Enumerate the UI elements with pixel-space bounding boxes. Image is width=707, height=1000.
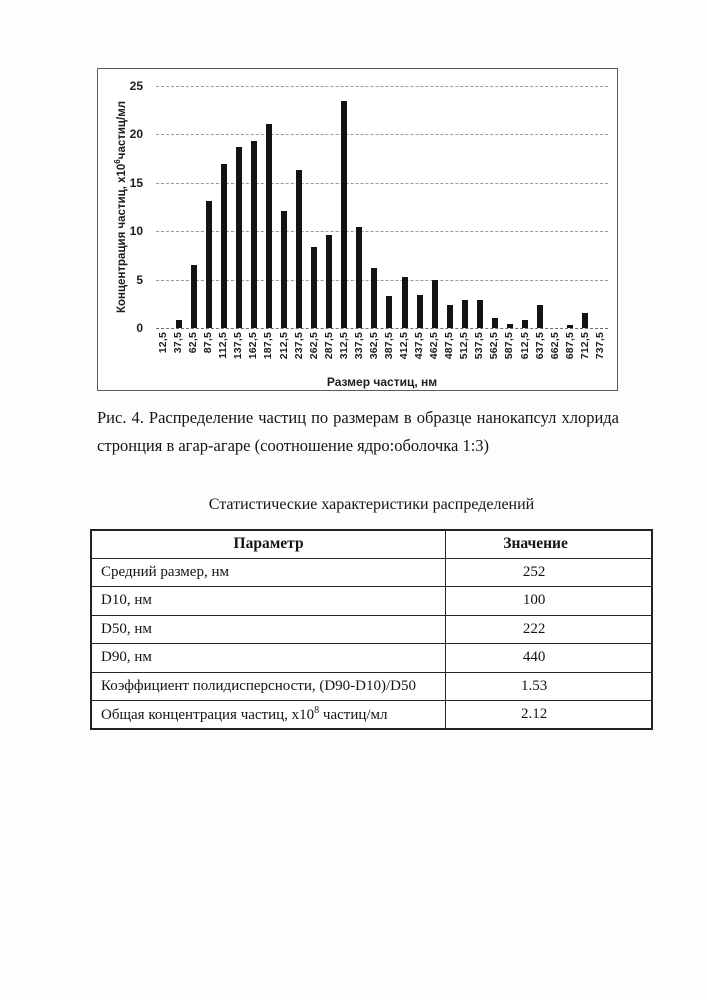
parameter-cell: Коэффициент полидисперсности, (D90-D10)/D50 [91, 672, 446, 701]
bar-slot [201, 201, 216, 328]
bar-slot [578, 313, 593, 328]
x-tick-label: 137,5 [232, 332, 245, 360]
x-tick-label: 287,5 [322, 332, 335, 360]
gridline [156, 328, 608, 329]
bar [191, 265, 197, 328]
figure-caption-line2: стронция в агар-агаре (соотношение ядро:оболочка 1:3) [97, 436, 490, 455]
bar [567, 325, 573, 328]
y-axis-title-suffix: частиц/мл [115, 100, 128, 160]
x-tick-label: 37,5 [172, 332, 185, 354]
x-tick-label: 337,5 [352, 332, 365, 360]
parameter-cell: D10, нм [91, 587, 446, 616]
parameter-cell: Общая концентрация частиц, $х10^8$ частиц/мл [91, 701, 446, 730]
x-tick-label: 412,5 [398, 332, 411, 360]
x-tick-label: 737,5 [593, 332, 606, 360]
x-tick-label: 487,5 [443, 332, 456, 360]
x-tick-label: 712,5 [578, 332, 591, 360]
bar-slot [412, 295, 427, 328]
statistics-table-body [91, 558, 652, 729]
x-tick-label: 537,5 [473, 332, 486, 360]
column-header-parameter: Параметр [91, 530, 446, 558]
x-tick-label: 687,5 [563, 332, 576, 360]
bar-slot [487, 318, 502, 328]
x-tick-label: 312,5 [337, 332, 350, 360]
bar-slot [307, 247, 322, 328]
figure-caption [97, 404, 619, 460]
bar [492, 318, 498, 328]
bar-slot [427, 280, 442, 328]
y-tick-labels [98, 79, 148, 335]
bar [522, 320, 528, 328]
bar-slot [518, 320, 533, 328]
bar-slot [457, 300, 472, 328]
statistics-table [90, 529, 653, 730]
bar-slot [563, 325, 578, 328]
bar-slot [261, 124, 276, 328]
table-row [91, 701, 652, 730]
bar-slot [533, 305, 548, 328]
bar-slot [442, 305, 457, 328]
bar-slot [231, 147, 246, 328]
column-header-value: Значение [446, 530, 652, 558]
bar [281, 211, 287, 328]
x-tick-label: 62,5 [187, 332, 200, 354]
bar [221, 164, 227, 328]
x-tick-label: 162,5 [247, 332, 260, 360]
x-tick-label: 87,5 [202, 332, 215, 354]
value-cell: 100 [446, 587, 652, 616]
bar [537, 305, 543, 328]
bar-slot [277, 211, 292, 328]
parameter-cell: Средний размер, нм [91, 558, 446, 587]
x-tick-label: 512,5 [458, 332, 471, 360]
x-axis-title: Размер частиц, нм [326, 375, 438, 389]
y-tick-label: 10 [129, 224, 143, 239]
x-tick-label: 387,5 [382, 332, 395, 360]
x-tick-label: 437,5 [413, 332, 426, 360]
x-tick-label: 362,5 [367, 332, 380, 360]
bar [582, 313, 588, 328]
bar [356, 227, 362, 328]
bar [176, 320, 182, 328]
y-tick-label: 0 [136, 321, 143, 335]
bar-slot [472, 300, 487, 328]
y-tick-label: 5 [136, 272, 143, 287]
value-cell: 440 [446, 644, 652, 673]
x-tick-label: 12,5 [157, 332, 170, 354]
bar-slot [171, 320, 186, 328]
table-row [91, 615, 652, 644]
bar [236, 147, 242, 328]
bars [156, 86, 608, 328]
y-axis-title-text: Концентрация частиц, х10 [115, 163, 128, 314]
x-tick-label: 112,5 [217, 332, 230, 359]
y-tick-label: 15 [129, 175, 143, 190]
bar-slot [216, 164, 231, 328]
x-tick-label: 262,5 [307, 332, 320, 360]
y-axis-title-superscript: 6 [113, 159, 122, 164]
table-title: Статистические характеристики распределений [208, 496, 535, 513]
bar-slot [337, 101, 352, 328]
bar-slot [352, 227, 367, 328]
bar [371, 268, 377, 328]
x-tick-label: 637,5 [533, 332, 546, 360]
bar [326, 235, 332, 328]
table-row [91, 587, 652, 616]
x-tick-label: 237,5 [292, 332, 305, 360]
value-cell: 252 [446, 558, 652, 587]
x-tick-label: 662,5 [548, 332, 561, 360]
y-tick-label: 25 [129, 79, 143, 93]
parameter-cell: D50, нм [91, 615, 446, 644]
bar [402, 277, 408, 328]
bar-slot [292, 170, 307, 328]
bar-slot [246, 141, 261, 328]
value-cell: 222 [446, 615, 652, 644]
x-tick-label: 612,5 [518, 332, 531, 360]
figure-caption-line1: Рис. 4. Распределение частиц по размерам в образце нанокапсул хлорида [97, 408, 619, 427]
bar [417, 295, 423, 328]
bar [386, 296, 392, 328]
y-tick-label: 20 [129, 127, 143, 142]
parameter-superscript: 8 [314, 705, 320, 716]
table-row [91, 644, 652, 673]
bar-slot [186, 265, 201, 328]
bar [296, 170, 302, 328]
figure-4-bar-chart [97, 68, 618, 391]
table-row [91, 672, 652, 701]
x-tick-label: 187,5 [262, 332, 275, 360]
bar [311, 247, 317, 328]
bar-slot [367, 268, 382, 328]
value-cell: 1.53 [446, 672, 652, 701]
bar-slot [397, 277, 412, 328]
x-tick-label: 562,5 [488, 332, 501, 360]
x-tick-label: 587,5 [503, 332, 516, 360]
bar [507, 324, 513, 328]
bar [447, 305, 453, 328]
bar [432, 280, 438, 328]
bar [477, 300, 483, 328]
bar-slot [382, 296, 397, 328]
bar [266, 124, 272, 328]
bar-slot [322, 235, 337, 328]
x-tick-labels [156, 332, 608, 376]
table-header-row [91, 530, 652, 558]
table-row [91, 558, 652, 587]
bar [462, 300, 468, 328]
bar-slot [502, 324, 517, 328]
x-tick-label: 462,5 [428, 332, 441, 360]
x-tick-label: 212,5 [277, 332, 290, 360]
parameter-cell: D90, нм [91, 644, 446, 673]
value-cell: 2.12 [446, 701, 652, 730]
bar [206, 201, 212, 328]
bar [341, 101, 347, 328]
bar [251, 141, 257, 328]
